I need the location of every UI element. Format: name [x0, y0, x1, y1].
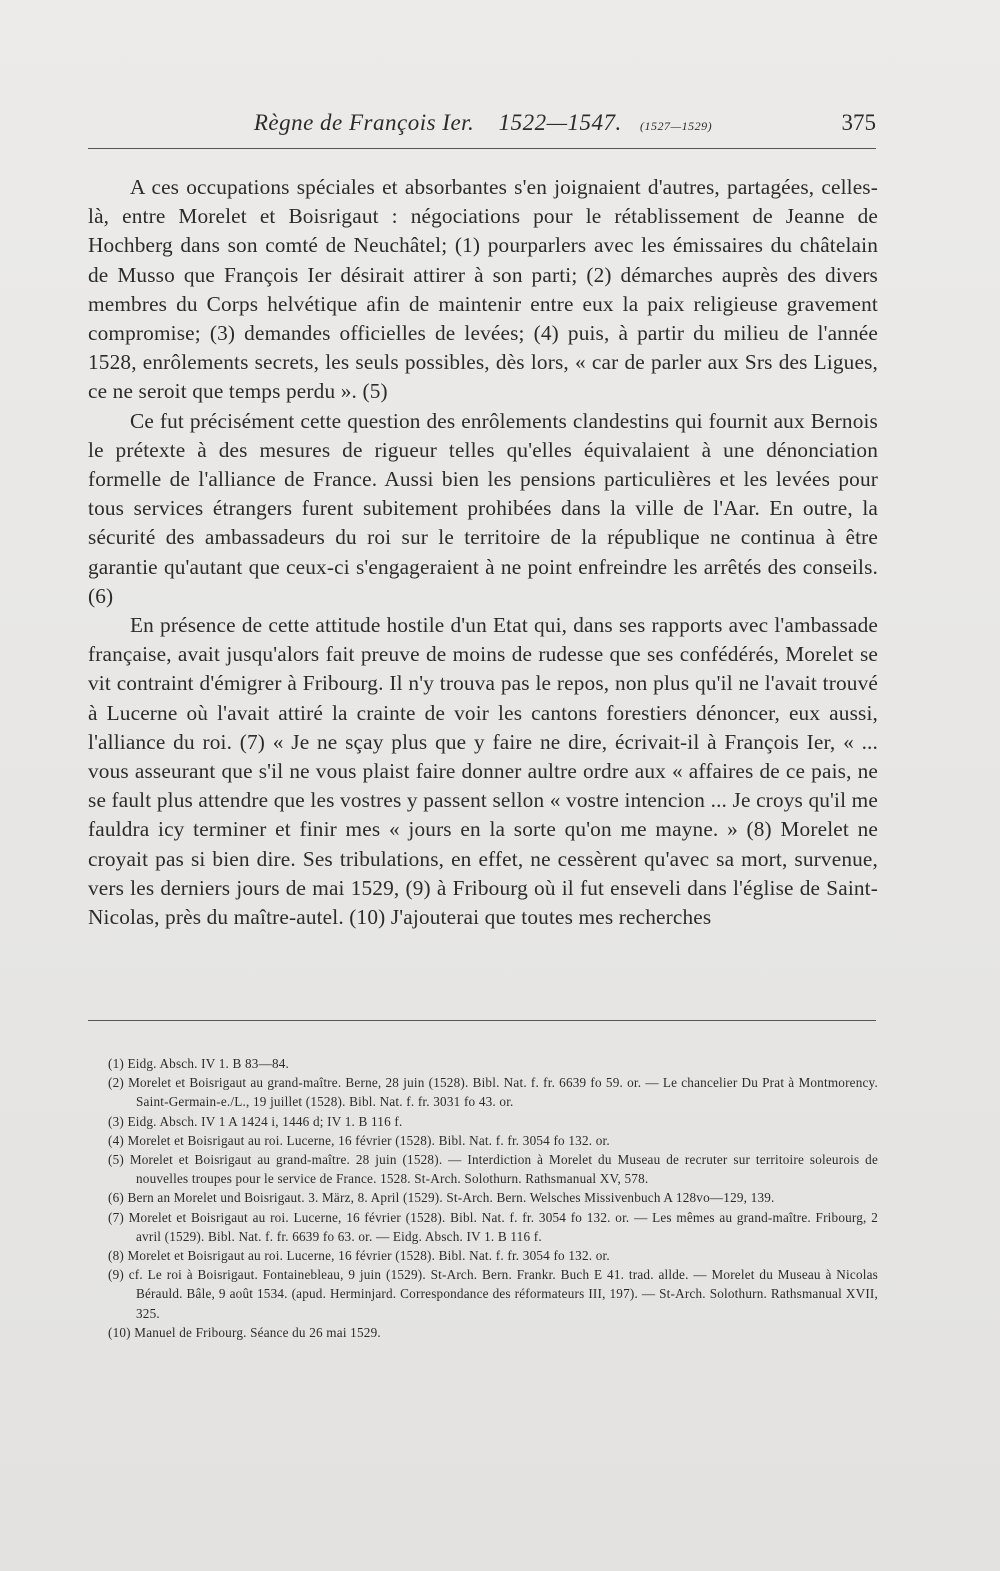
paragraph: A ces occupations spéciales et absorbantes s'en joignaient d'autres, partagées, celles-là, entre Morelet et Boisrigaut : négociations pour le rétablissement de Jeanne de Hochberg dans son comté de Neuchâtel; (1) pourparlers avec les émissaires du châtelain de Musso que François Ier désirait attirer à son parti; (2) démarches auprès des divers membres du Corps helvétique afin de maintenir entre eux la paix religieuse gravement compromise; (3) demandes officielles de levées; (4) puis, à partir du milieu de l'année 1528, enrôlements secrets, les seuls possibles, dès lors, « car de parler aux Srs des Ligues, ce ne seroit que temps perdu ». (5)	[88, 175, 878, 404]
footnote-rule	[88, 1020, 876, 1021]
paragraph: Ce fut précisément cette question des enrôlements clandestins qui fournit aux Bernois le prétexte à des mesures de rigueur telles qu'elles équivalaient à une dénonciation formelle de l'alliance de France. Aussi bien les pensions particulières et les levées pour tous services étrangers furent subitement prohibées dans la ville de l'Aar. En outre, la sécurité des ambassadeurs du roi sur le territoire de la république ne continua à être garantie qu'autant que ceux-ci s'engageraient à ne point enfreindre les arrêtés des conseils. (6)	[88, 408, 878, 608]
page-header	[90, 110, 876, 142]
running-title-dates: 1522—1547.	[498, 110, 622, 135]
footnote: (7) Morelet et Boisrigaut au roi. Lucerne, 16 février (1528). Bibl. Nat. f. fr. 3054 fo 132. or. — Les mêmes au grand-maître. Fribourg, 2 avril (1529). Bibl. Nat. f. fr. 6639 fo 63. or. — Eidg. Absch. IV 1. B 116 f.	[108, 1209, 878, 1244]
footnote: (2) Morelet et Boisrigaut au grand-maître. Berne, 28 juin (1528). Bibl. Nat. f. fr. 6639 fo 59. or. — Le chancelier Du Prat à Montmorency. Saint-Germain-e./L., 19 juillet (1528). Bibl. Nat. f. fr. 3031 fo 43. or.	[108, 1075, 878, 1110]
footnote: (10) Manuel de Fribourg. Séance du 26 mai 1529.	[108, 1324, 381, 1340]
footnote: (6) Bern an Morelet und Boisrigaut. 3. März, 8. April (1529). St-Arch. Bern. Welsches Missivenbuch A 128vo—129, 139.	[108, 1190, 775, 1206]
footnote: (3) Eidg. Absch. IV 1 A 1424 i, 1446 d; IV 1. B 116 f.	[108, 1113, 403, 1129]
footnote: (4) Morelet et Boisrigaut au roi. Lucerne, 16 février (1528). Bibl. Nat. f. fr. 3054 fo 132. or.	[108, 1132, 610, 1148]
footnote: (1) Eidg. Absch. IV 1. B 83—84.	[108, 1056, 290, 1071]
footnote: (9) cf. Le roi à Boisrigaut. Fontainebleau, 9 juin (1529). St-Arch. Bern. Frankr. Buch E 41. trad. allde. — Morelet du Museau à Nicolas Bérauld. Bâle, 9 août 1534. (apud. Herminjard. Correspondance des réformateurs III, 197). — St-Arch. Solothurn. Rathsmanual XVII, 325.	[108, 1267, 878, 1321]
main-text	[88, 173, 878, 932]
footnote: (8) Morelet et Boisrigaut au roi. Lucerne, 16 février (1528). Bibl. Nat. f. fr. 3054 fo 132. or.	[108, 1248, 610, 1264]
running-title-subdates: (1527—1529)	[640, 119, 713, 133]
running-title-text: Règne de François Ier.	[253, 110, 475, 135]
paragraph: En présence de cette attitude hostile d'un Etat qui, dans ses rapports avec l'ambassade française, avait jusqu'alors fait preuve de moins de rudesse que ses confédérés, Morelet se vit contraint d'émigrer à Fribourg. Il n'y trouva pas le repos, non plus qu'il ne l'avait trouvé à Lucerne où l'avait attiré la crainte de voir les cantons forestiers dénoncer, eux aussi, l'alliance du roi. (7) « Je ne sçay plus que y faire ne dire, écrivait-il à François Ier, « ... vous asseurant que s'il ne vous plaist faire donner aultre ordre aux « affaires de ce pais, ne se fault plus attendre que les vostres y passent sellon « vostre intencion ... Je croys qu'il me fauldra icy terminer et finir mes « jours en la sorte qu'on me mayne. » (8) Morelet ne croyait pas si bien dire. Ses tribulations, en effet, ne cessèrent qu'avec sa mort, survenue, vers les derniers jours de mai 1529, (9) à Fribourg où il fut enseveli dans l'église de Saint-Nicolas, près du maître-autel. (10) J'ajouterai que toutes mes recherches	[88, 613, 878, 930]
header-rule	[88, 148, 876, 149]
running-title	[90, 110, 876, 136]
footnote: (5) Morelet et Boisrigaut au grand-maître. 28 juin (1528). — Interdiction à Morelet du Museau de recruter sur territoire soleurois de nouvelles troupes pour le service de France. 1528. St-Arch. Solothurn. Rathsmanual XV, 578.	[108, 1152, 878, 1187]
footnotes	[108, 1054, 878, 1342]
page-number: 375	[841, 110, 876, 135]
